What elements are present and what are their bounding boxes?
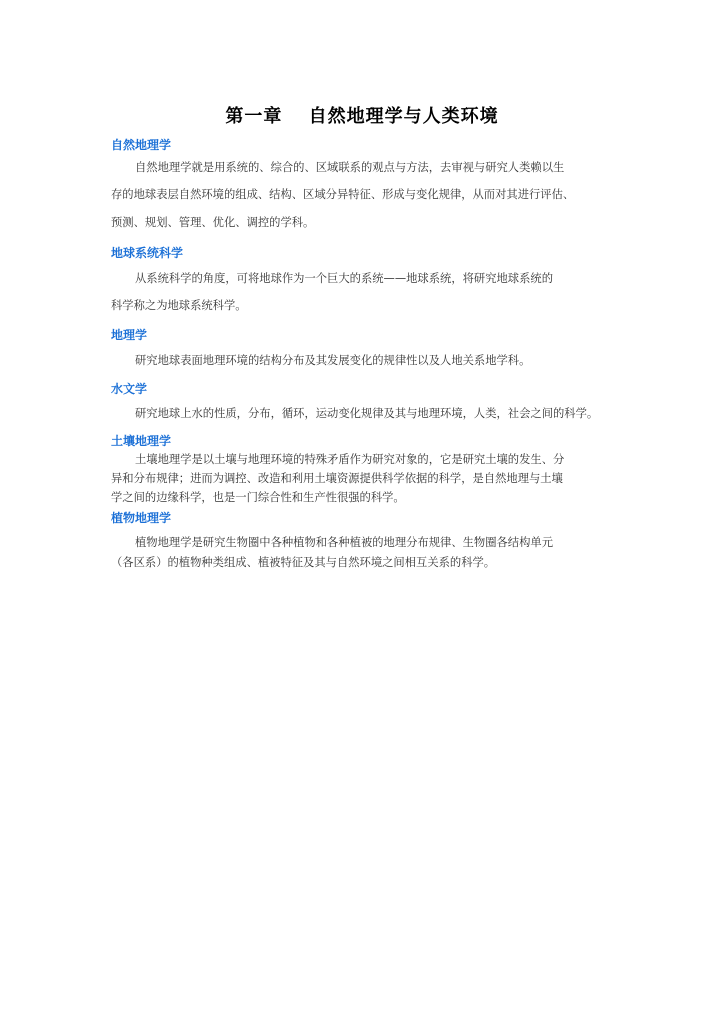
section-heading-hydrology: 水文学 [111,382,148,396]
paragraph-line: 存的地球表层自然环境的组成、结构、区域分异特征、形成与变化规律，从而对其进行评估、 [111,188,575,201]
paragraph-line: 土壤地理学是以土壤与地理环境的特殊矛盾作为研究对象的，它是研究土壤的发生、分 [135,453,565,466]
section-heading-soil-geography: 土壤地理学 [111,434,172,448]
paragraph-line: （各区系）的植物种类组成、植被特征及其与自然环境之间相互关系的科学。 [111,556,496,569]
chapter-title: 第一章 自然地理学与人类环境 [225,106,499,127]
section-heading-geography: 地理学 [111,328,148,342]
paragraph-line: 研究地球上水的性质，分布，循环，运动变化规律及其与地理环境，人类，社会之间的科学。 [135,407,599,420]
section-heading-earth-system-science: 地球系统科学 [111,246,184,260]
paragraph-line: 自然地理学就是用系统的、综合的、区域联系的观点与方法，去审视与研究人类赖以生 [135,161,565,174]
paragraph-line: 异和分布规律；进而为调控、改造和利用土壤资源提供科学依据的科学，是自然地理与土壤 [111,472,563,485]
paragraph-line: 学之间的边缘科学，也是一门综合性和生产性很强的科学。 [111,491,405,504]
paragraph-line: 研究地球表面地理环境的结构分布及其发展变化的规律性以及人地关系地学科。 [135,354,531,367]
paragraph-line: 从系统科学的角度，可将地球作为一个巨大的系统——地球系统，将研究地球系统的 [135,272,553,285]
paragraph-line: 科学称之为地球系统科学。 [111,299,247,312]
paragraph-line: 预测、规划、管理、优化、调控的学科。 [111,216,315,229]
section-heading-plant-geography: 植物地理学 [111,511,172,525]
paragraph-line: 植物地理学是研究生物圈中各种植物和各种植被的地理分布规律、生物圈各结构单元 [135,536,553,549]
section-heading-physical-geography: 自然地理学 [111,138,172,152]
